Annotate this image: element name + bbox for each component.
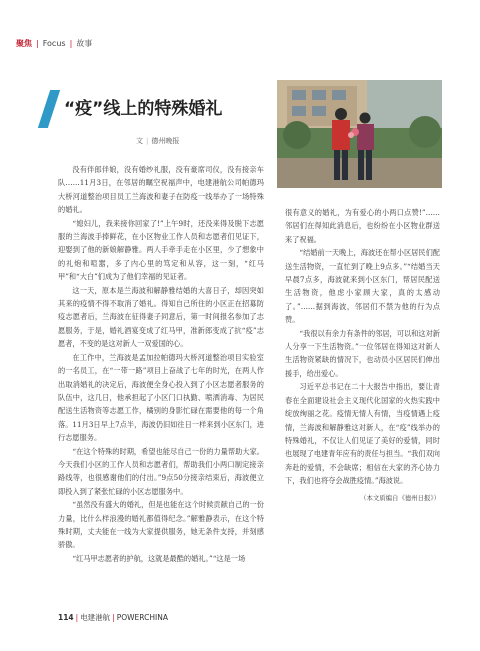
paragraph: 很有意义的婚礼，为有爱心的小两口点赞!”……邻居们在得知此消息后，也纷纷在小区物业群送来了祝福。 (285, 208, 440, 244)
source-credit: （本文质编自《德州日报》） (360, 493, 440, 502)
paragraph: 没有伴郎伴娘，没有婚纱礼服，没有豪席司仪，没有接亲车队……11月3日，在邻居的瞩空祝福声中，电建港航公司帕德玛大桥河道整治项目员工兰海波和妻子在防疫一线举办了一场特殊的婚礼。 (58, 165, 264, 215)
paragraph: 习近平总书记在二十大报告中指出，要让青春在全面建设社会主义现代化国家的火热实践中绽放绚丽之花。疫情无情人有情，当疫情遇上疫情，兰海波和解静雅这对新人，在“疫”线举办的特殊婚礼，不仅让人们见证了美好的爱情，同时也展现了电建青年应有的责任与担当。“我们双向奔赴的爱情，不会缺席；相信在大家的齐心协力下，我们也将夺会战胜疫情。”海波说。 (285, 382, 440, 486)
article-title-block (44, 88, 274, 132)
page-number: 114 (58, 613, 74, 622)
section-header (16, 38, 92, 49)
wedding-photo (277, 80, 442, 188)
paragraph: “在这个特殊的时期，希望也能尽自己一份的力量帮助大家。今天我们小区的工作人员和志愿者们，帮助我们小两口制定接亲路线等，也很感谢他们的付出。”9点50分接亲结束后，海波便立即投入到了紧张忙碌的小区志愿服务中。 (58, 446, 264, 496)
paragraph: “结婚前一天晚上，海波还在帮小区居民们配送生活物资，一直忙到了晚上9点多。”“结婚当天早晨7点多，海波就来到小区东门，帮居民配送生活物资，他虑小家顾大家，真的太感动了。”……据到海波，邻居们不禁为他的行为点赞。 (285, 248, 440, 325)
paragraph: 在工作中，兰海波是孟加拉帕德玛大桥河道整治项目实验室的一名员工，在“一带一路”项目上奋战了七年的时光，在两人作出取消婚礼的决定后，海波便全身心投入到了小区志愿者服务的队伍中，这几日，他承担起了小区门口执勤、喷洒消毒、为居民配送生活物资等志愿工作，橘别的身影忙碌在需要他的每一个角落。11月3日早上7点半，海波仍旧如往日一样来到小区东门，进行志愿服务。 (58, 352, 264, 443)
section-sub: 故事 (76, 39, 93, 48)
paragraph: 这一天，原本是兰海波和解静雅结婚的大喜日子，却因突如其来的疫情不得不取消了婚礼。得知自己所住的小区正在招募防疫志愿者后，兰海波在征得妻子同意后，第一时间报名参加了志愿服务，于是，婚礼酒宴变成了红马甲，准新郎变成了抗“疫”志愿者，不变的是这对新人一双爱国的心。 (58, 285, 264, 349)
paragraph: “虽然没有盛大的婚礼，但是也能在这个时候贡献自己的一份力量，比什么样浪漫的婚礼都值得纪念。”解雅静表示，在这个特殊时期，丈夫能在一线为大家提供服务，她无条件支持，并刻感骄傲。 (58, 500, 264, 550)
publication-name-en: POWERCHINA (116, 613, 168, 622)
article-column-right (285, 206, 440, 505)
paragraph: “红马甲志愿者的护航，这就是最酷的婚礼。”“这是一场 (72, 553, 246, 563)
section-label-en: Focus (42, 39, 66, 48)
paragraph: “媳妇儿，我来接你回家了!”上午9时，还没来得及脱下志愿服的兰海波手捧鲜花，在小区物业工作人员和志愿者们见证下，迎娶到了他的新娘解静雅。两人手牵手走在小区里，少了想象中的礼炮和喧嚣，多了内心里的笃定和从容，这一刻，“红马甲”和“大白”们成为了他们幸福的见证者。 (58, 218, 264, 282)
paragraph: “我很以有余力有条件的邻居，可以和这对新人分享一下生活物资。”一位邻居在得知这对新人生活物资紧缺的情况下，也动员小区居民们伸出援手，给出爱心。 (285, 328, 440, 378)
wedding-photo-illustration (277, 80, 442, 188)
article-title: “疫”线上的特殊婚礼 (64, 99, 223, 119)
title-accent-bar (38, 90, 60, 128)
header-divider: | (36, 39, 39, 48)
byline-prefix: 文 (136, 137, 143, 145)
section-label-cn: 聚焦 (16, 39, 32, 48)
header-divider: | (69, 39, 73, 48)
page-footer: 114 | 电建港航 | POWERCHINA (58, 613, 168, 622)
byline-author: 德州晚报 (151, 137, 180, 145)
byline: 文 | 德州晚报 (136, 137, 180, 145)
publication-name-cn: 电建港航 (80, 613, 111, 622)
article-column-left (58, 163, 264, 565)
